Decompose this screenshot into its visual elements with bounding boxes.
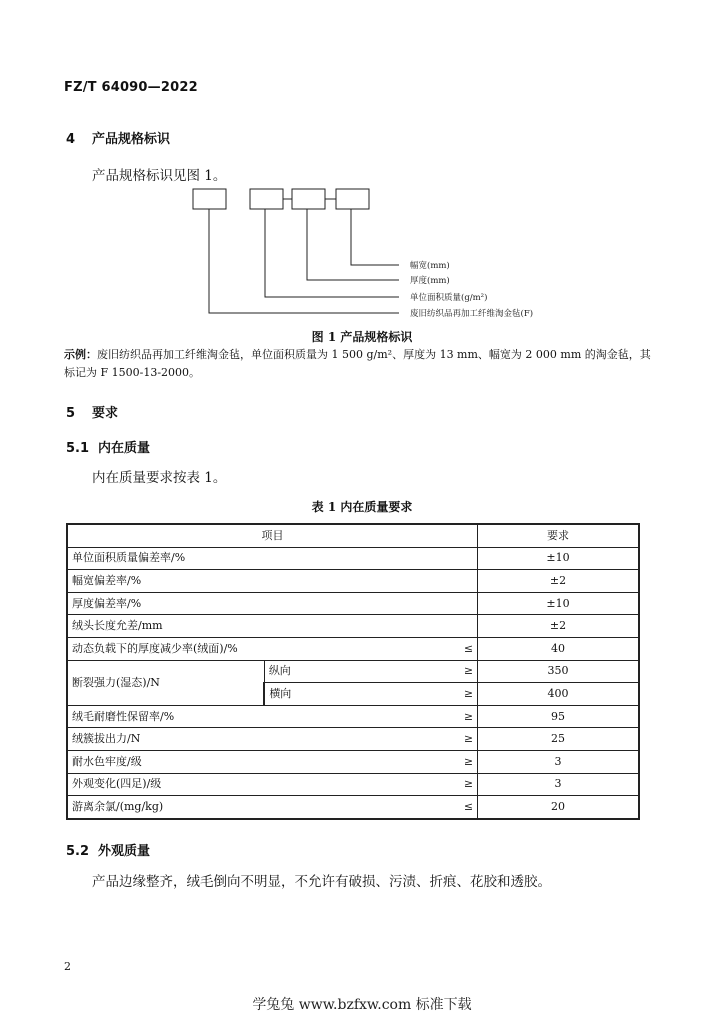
section-number: 5.1 xyxy=(66,441,90,456)
table-row xyxy=(67,705,639,728)
diagram-box-2 xyxy=(250,189,283,209)
row-subitem: 横向 xyxy=(264,683,411,706)
quality-table xyxy=(66,523,640,820)
row-item: 外观变化(四足)/级 xyxy=(67,773,412,796)
row-item: 绒毛耐磨性保留率/% xyxy=(67,705,412,728)
table-row xyxy=(67,615,639,638)
row-item: 断裂强力(湿态)/N xyxy=(67,660,264,705)
table-row xyxy=(67,728,639,751)
section-title: 内在质量 xyxy=(98,441,151,456)
row-item: 绒头长度允差/mm xyxy=(67,615,478,638)
example-paragraph xyxy=(64,346,656,382)
figure-caption: 图 1 产品规格标识 xyxy=(311,330,413,344)
watermark-text: 学兔兔 www.bzfxw.com 标准下载 xyxy=(252,997,472,1013)
row-value: 25 xyxy=(478,728,639,751)
table-row xyxy=(67,570,639,593)
example-text: 废旧纺织品再加工纤维淘金毡，单位面积质量为 1 500 g/m²、厚度为 13 mm、幅宽为 2 000 mm 的淘金毡，其标记为 F 1500-13-2000。 xyxy=(64,348,651,379)
table-header-row xyxy=(67,524,639,547)
row-sign: ≤ xyxy=(412,637,478,660)
row-value: 3 xyxy=(478,750,639,773)
row-value: 350 xyxy=(478,660,639,683)
header-requirement: 要求 xyxy=(478,524,639,547)
label-mass: 单位面积质量(g/m²) xyxy=(410,293,488,303)
label-width: 幅宽(mm) xyxy=(410,261,450,271)
row-value: ±10 xyxy=(478,547,639,570)
row-sign: ≥ xyxy=(412,728,478,751)
label-product: 废旧纺织品再加工纤维淘金毡(F) xyxy=(410,309,534,319)
row-sign: ≥ xyxy=(412,683,478,706)
row-item: 游离余氯/(mg/kg) xyxy=(67,796,412,819)
row-sign: ≥ xyxy=(412,660,478,683)
section-number: 4 xyxy=(66,132,76,147)
example-label: 示例： xyxy=(64,348,97,361)
page-number: 2 xyxy=(64,960,71,973)
section-5-1-heading xyxy=(66,437,150,456)
row-value: ±2 xyxy=(478,615,639,638)
table-row xyxy=(67,547,639,570)
label-thickness: 厚度(mm) xyxy=(410,276,450,286)
row-value: 20 xyxy=(478,796,639,819)
table-row xyxy=(67,750,639,773)
row-value: 40 xyxy=(478,637,639,660)
row-value: ±10 xyxy=(478,592,639,615)
row-item: 单位面积质量偏差率/% xyxy=(67,547,478,570)
row-sign: ≥ xyxy=(412,705,478,728)
row-value: 95 xyxy=(478,705,639,728)
leader-mass xyxy=(265,209,399,297)
table-row xyxy=(67,637,639,660)
row-item: 厚度偏差率/% xyxy=(67,592,478,615)
table-row xyxy=(67,773,639,796)
leader-thickness xyxy=(307,209,399,280)
row-item: 幅宽偏差率/% xyxy=(67,570,478,593)
section-4-heading xyxy=(66,128,170,147)
section-4-text: 产品规格标识见图 1。 xyxy=(92,168,227,184)
table-row xyxy=(67,660,639,683)
row-value: 400 xyxy=(478,683,639,706)
row-sign: ≤ xyxy=(412,796,478,819)
section-5-1-text: 内在质量要求按表 1。 xyxy=(92,470,227,486)
row-item: 绒簇拔出力/N xyxy=(67,728,412,751)
row-subitem: 纵向 xyxy=(264,660,411,683)
table-title: 表 1 内在质量要求 xyxy=(311,500,413,514)
diagram-box-3 xyxy=(292,189,325,209)
leader-product xyxy=(209,209,399,313)
header-item: 项目 xyxy=(67,524,478,547)
row-item: 动态负载下的厚度减少率(绒面)/% xyxy=(67,637,412,660)
section-title: 产品规格标识 xyxy=(92,132,171,147)
section-5-heading xyxy=(66,402,118,421)
document-code: FZ/T 64090—2022 xyxy=(64,80,198,95)
table-row xyxy=(67,592,639,615)
table-row xyxy=(67,796,639,819)
section-title: 要求 xyxy=(92,406,119,421)
leader-width xyxy=(351,209,399,265)
section-number: 5 xyxy=(66,406,76,421)
section-title: 外观质量 xyxy=(98,844,151,859)
row-value: ±2 xyxy=(478,570,639,593)
row-sign: ≥ xyxy=(412,750,478,773)
diagram-box-4 xyxy=(336,189,369,209)
row-sign: ≥ xyxy=(412,773,478,796)
row-item: 耐水色牢度/级 xyxy=(67,750,412,773)
row-value: 3 xyxy=(478,773,639,796)
diagram-box-1 xyxy=(193,189,226,209)
section-5-2-heading xyxy=(66,840,150,859)
section-number: 5.2 xyxy=(66,844,90,859)
section-5-2-text: 产品边缘整齐，绒毛倒向不明显，不允许有破损、污渍、折痕、花胶和透胶。 xyxy=(92,874,551,890)
